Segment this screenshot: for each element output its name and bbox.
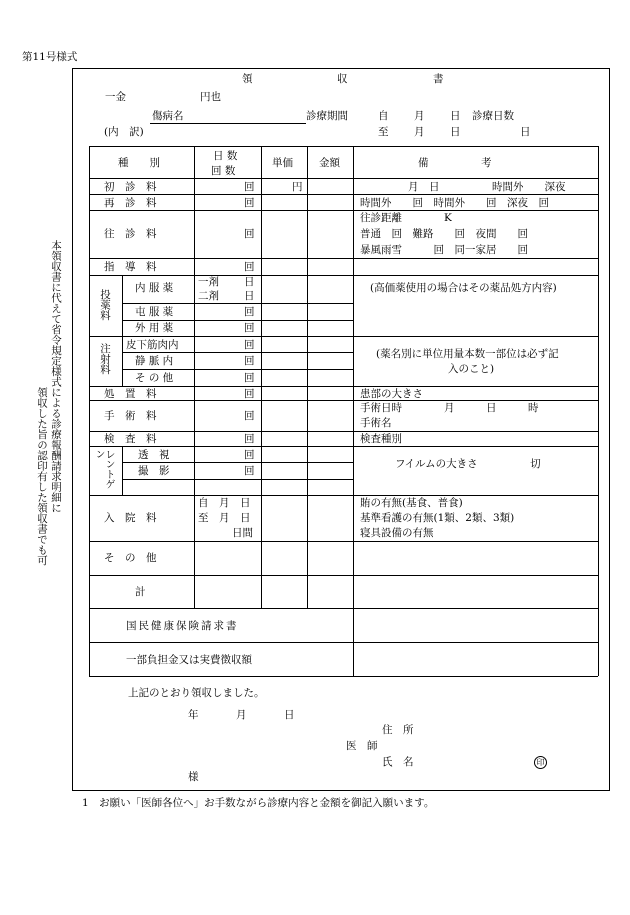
- title-char-3: 書: [433, 73, 444, 85]
- kai-mark: 回: [244, 372, 255, 384]
- row-line: [89, 194, 598, 195]
- row-line: [89, 386, 598, 387]
- remark-touyaku: (高価薬使用の場合はその薬品処方内容): [370, 282, 557, 294]
- row-kokuho: 国民健康保険請求書: [126, 620, 239, 632]
- row-gaiyou: 外 用 薬: [135, 322, 174, 334]
- row-line: [89, 275, 598, 276]
- seal-mark: 印: [534, 756, 547, 769]
- row-line: [89, 258, 598, 259]
- period-to-label: 至: [378, 126, 389, 138]
- row-line: [89, 210, 598, 211]
- row-total: 計: [135, 586, 146, 598]
- title-char-1: 領: [242, 73, 253, 85]
- day-mark: 日: [244, 276, 255, 288]
- kai-mark: 回: [244, 339, 255, 351]
- row-shoshin: 初 診 料: [104, 181, 157, 193]
- form-number: 第11号様式: [22, 51, 78, 63]
- nyuin-days: 日間: [232, 527, 253, 539]
- disease-label: 傷病名: [152, 110, 184, 122]
- period-from-day: 日: [450, 110, 461, 122]
- row-line: [89, 642, 598, 643]
- date-day: 日: [284, 709, 295, 721]
- subrow-line: [122, 479, 353, 480]
- row-line: [89, 178, 598, 179]
- period-from-label: 自: [378, 110, 389, 122]
- subrow-line: [122, 369, 353, 370]
- date-month: 月: [236, 709, 247, 721]
- period-label: 診療期間: [306, 110, 348, 122]
- row-oushin: 往 診 料: [104, 228, 157, 240]
- kai-mark: 回: [244, 388, 255, 400]
- row-nyuin: 入 院 料: [104, 512, 157, 524]
- table-right-line: [598, 146, 599, 676]
- row-sonota-small: そ の 他: [135, 372, 174, 384]
- address-label: 住 所: [382, 724, 414, 736]
- table-left-line: [89, 146, 90, 676]
- row-shujutsu: 手 術 料: [104, 410, 157, 422]
- remark-oushin-3: 暴風雨雪 回 同一家居 回: [360, 244, 528, 256]
- row-ichibu: 一部負担金又は実費徴収額: [126, 654, 252, 666]
- unit-col-line: [261, 146, 262, 608]
- kai-mark: 回: [244, 261, 255, 273]
- days-count-unit: 日: [520, 126, 531, 138]
- kai-mark: 回: [244, 465, 255, 477]
- subrow-line: [122, 462, 353, 463]
- row-tonpuku: 屯 服 薬: [135, 306, 174, 318]
- row-toushi: 透 視: [138, 449, 170, 461]
- table-bottom-line: [89, 676, 598, 677]
- row-touyaku: 投薬料: [99, 289, 112, 321]
- row-line: [89, 575, 598, 576]
- row-rentogen: レントゲン: [93, 449, 114, 489]
- nyuin-to: 至 月 日: [198, 512, 251, 524]
- row-satsuei: 撮 影: [138, 465, 170, 477]
- title-char-2: 収: [337, 73, 348, 85]
- remark-shujutsu-2: 手術名: [360, 417, 392, 429]
- remark-nyuin-3: 寝具設備の有無: [360, 527, 434, 539]
- remarks-col-line: [353, 146, 354, 676]
- row-hika: 皮下筋肉内: [126, 339, 179, 351]
- kai-mark: 回: [244, 306, 255, 318]
- subrow-line: [122, 352, 353, 353]
- footnote: 1 お願い「医師各位へ」お手数ながら診療内容と金額を御記入願います。: [82, 797, 435, 809]
- kai-mark: 回: [244, 355, 255, 367]
- remark-chusha-1: (薬名別に単位用量本数一部位は必ず記: [376, 348, 559, 360]
- nyuin-from: 自 月 日: [198, 497, 251, 509]
- kai-mark: 回: [244, 433, 255, 445]
- amount-suffix: 円也: [200, 91, 221, 103]
- amount-prefix: 一金: [105, 91, 126, 103]
- side-note-line2: 領収した旨の認印有した領収書でも可: [36, 387, 49, 566]
- amount-col-line: [307, 146, 308, 608]
- row-chusha: 注射料: [99, 343, 112, 375]
- remark-oushin-1: 往診距離 K: [360, 212, 452, 224]
- remark-kensa: 検査種別: [360, 433, 402, 445]
- row-jomyaku: 静 脈 内: [135, 355, 174, 367]
- col-head-times: 回 数: [211, 165, 236, 177]
- side-note-line1: 本領収書に代えて省令規定様式による診療報酬請求明細に: [50, 240, 63, 513]
- remark-shoshin: 月 日 時間外 深夜: [408, 181, 566, 193]
- kai-mark: 回: [244, 228, 255, 240]
- nizai-label: 二剤: [198, 290, 219, 302]
- period-from-month: 月: [414, 110, 425, 122]
- remark-nyuin-1: 賄の有無(基食、普食): [360, 497, 463, 509]
- kai-mark: 回: [244, 322, 255, 334]
- breakdown-label: (内 訳): [104, 126, 144, 138]
- kai-mark: 回: [244, 449, 255, 461]
- row-shochi: 処 置 料: [104, 388, 157, 400]
- remark-shochi: 患部の大きさ: [360, 388, 423, 400]
- received-text: 上記のとおり領収しました。: [128, 687, 265, 699]
- remark-shujutsu-1: 手術日時 月 日 時: [360, 402, 539, 414]
- remark-nyuin-2: 基準看護の有無(1類、2類、3類): [360, 512, 515, 524]
- subrow-line: [122, 303, 353, 304]
- row-naifuku: 内 服 薬: [135, 282, 174, 294]
- period-to-day: 日: [450, 126, 461, 138]
- days-col-line: [194, 146, 195, 608]
- name-label: 氏 名: [382, 756, 414, 768]
- kai-mark: 回: [244, 197, 255, 209]
- col-head-amount: 金額: [319, 157, 340, 169]
- period-to-month: 月: [414, 126, 425, 138]
- subrow-line: [122, 320, 353, 321]
- remark-oushin-2: 普通 回 難路 回 夜間 回: [360, 228, 528, 240]
- row-sonota: そ の 他: [104, 552, 157, 564]
- row-line: [89, 608, 598, 609]
- row-line: [89, 495, 598, 496]
- disease-underline: [150, 123, 306, 124]
- table-top-line: [89, 146, 598, 147]
- col-head-type: 種 別: [118, 157, 160, 169]
- row-kensa: 検 査 料: [104, 433, 157, 445]
- receipt-frame: [72, 68, 610, 791]
- remark-chusha-2: 入のこと): [448, 363, 495, 375]
- col-head-days: 日 数: [213, 150, 238, 162]
- doctor-label: 医 師: [346, 740, 378, 752]
- row-line: [89, 446, 598, 447]
- yen-mark: 円: [292, 181, 303, 193]
- row-line: [89, 400, 598, 401]
- kai-mark: 回: [244, 181, 255, 193]
- day-mark: 日: [244, 290, 255, 302]
- col-head-remarks: 備 考: [418, 157, 492, 169]
- days-count-label: 診療日数: [472, 110, 514, 122]
- remark-rentogen: フイルムの大きさ 切: [395, 458, 541, 470]
- col-head-unit-price: 単価: [272, 157, 293, 169]
- row-line: [89, 541, 598, 542]
- row-saishin: 再 診 料: [104, 197, 157, 209]
- row-line: [89, 336, 598, 337]
- ichizai-label: 一剤: [198, 276, 219, 288]
- row-shidou: 指 導 料: [104, 261, 157, 273]
- subcat-line-b: [122, 446, 123, 495]
- row-line: [89, 431, 598, 432]
- sama-label: 様: [188, 771, 199, 783]
- kai-mark: 回: [244, 410, 255, 422]
- date-year: 年: [188, 709, 199, 721]
- remark-saishin: 時間外 回 時間外 回 深夜 回: [360, 197, 549, 209]
